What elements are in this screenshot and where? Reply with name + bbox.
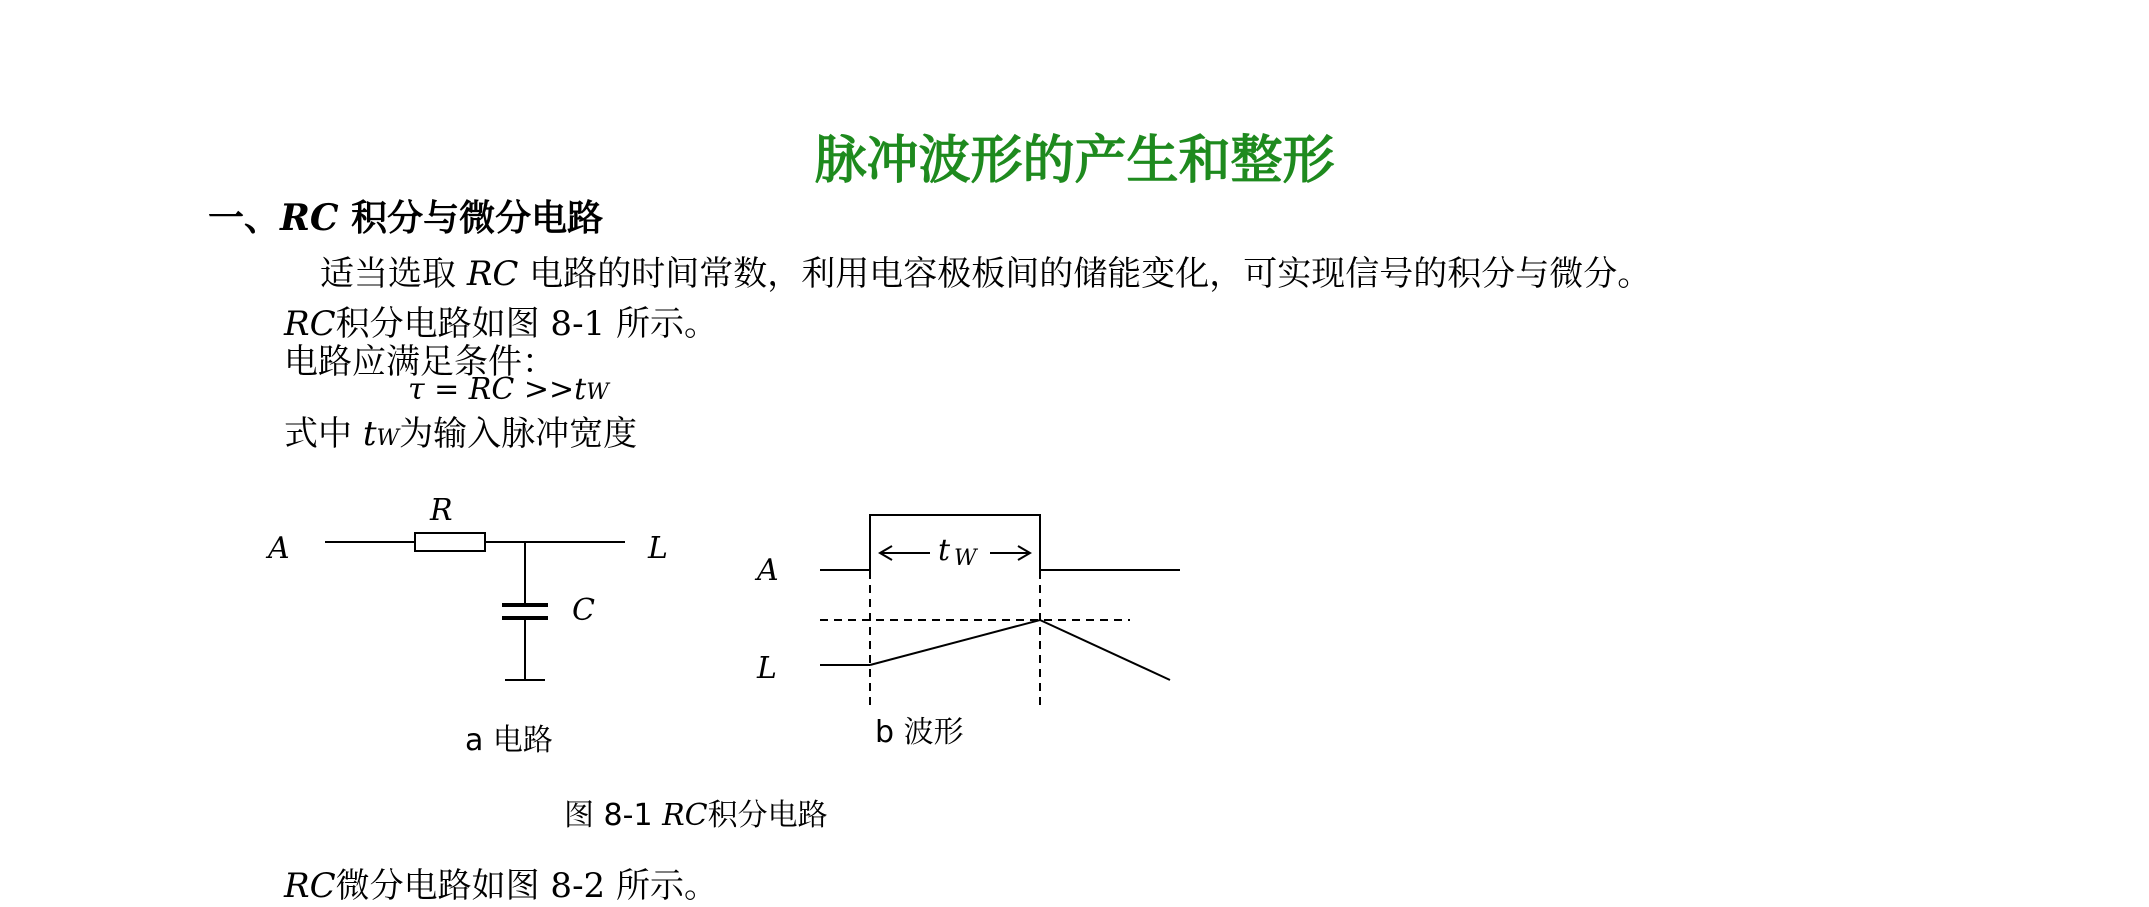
input-pulse-waveform xyxy=(820,515,1180,570)
circuit-label-L: L xyxy=(648,531,668,566)
where-pre: 式中 xyxy=(284,414,363,454)
caption-post: 积分电路 xyxy=(707,798,828,833)
wave-label-A: A xyxy=(757,553,779,588)
integral-text: 积分电路如图 8-1 所示。 xyxy=(335,304,718,344)
output-integral-waveform xyxy=(870,620,1170,680)
circuit-label-R: R xyxy=(430,493,453,528)
intro-paragraph xyxy=(320,246,1651,295)
where-post: 为输入脉冲宽度 xyxy=(399,414,638,454)
where-sub: W xyxy=(376,426,400,451)
formula-main: τ = RC >>t xyxy=(408,372,587,407)
section-title: 积分与微分电路 xyxy=(338,197,604,239)
wave-label-L: L xyxy=(757,651,777,686)
section-rc: RC xyxy=(280,197,339,239)
caption-b: b 波形 xyxy=(875,715,964,750)
intro-pre: 适当选取 xyxy=(320,254,467,294)
formula-sub: W xyxy=(586,380,609,405)
caption-pre: 图 8-1 xyxy=(564,798,663,833)
caption-rc: RC xyxy=(662,798,708,833)
section-heading xyxy=(208,190,603,241)
formula xyxy=(408,372,609,407)
condition-line: 电路应满足条件： xyxy=(284,342,556,382)
circuit-label-A: A xyxy=(268,531,290,566)
where-t: t xyxy=(362,414,377,454)
circuit-label-C: C xyxy=(572,593,595,628)
differential-text: 微分电路如图 8-2 所示。 xyxy=(335,866,718,906)
where-line xyxy=(284,406,637,455)
figure-caption xyxy=(564,790,828,834)
intro-post: 电路的时间常数，利用电容极板间的储能变化，可实现信号的积分与微分。 xyxy=(518,254,1652,294)
section-number: 一、 xyxy=(208,197,281,239)
resistor-symbol xyxy=(415,533,485,551)
waveform-diagram xyxy=(820,515,1180,710)
intro-rc: RC xyxy=(466,254,519,294)
page-title: 脉冲波形的产生和整形 xyxy=(814,130,1335,191)
wave-label-tw: t xyxy=(938,533,951,568)
caption-a: a 电路 xyxy=(465,723,553,758)
wave-label-tw-sub: W xyxy=(954,546,977,571)
differential-rc: RC xyxy=(284,866,336,906)
integral-rc: RC xyxy=(284,304,336,344)
